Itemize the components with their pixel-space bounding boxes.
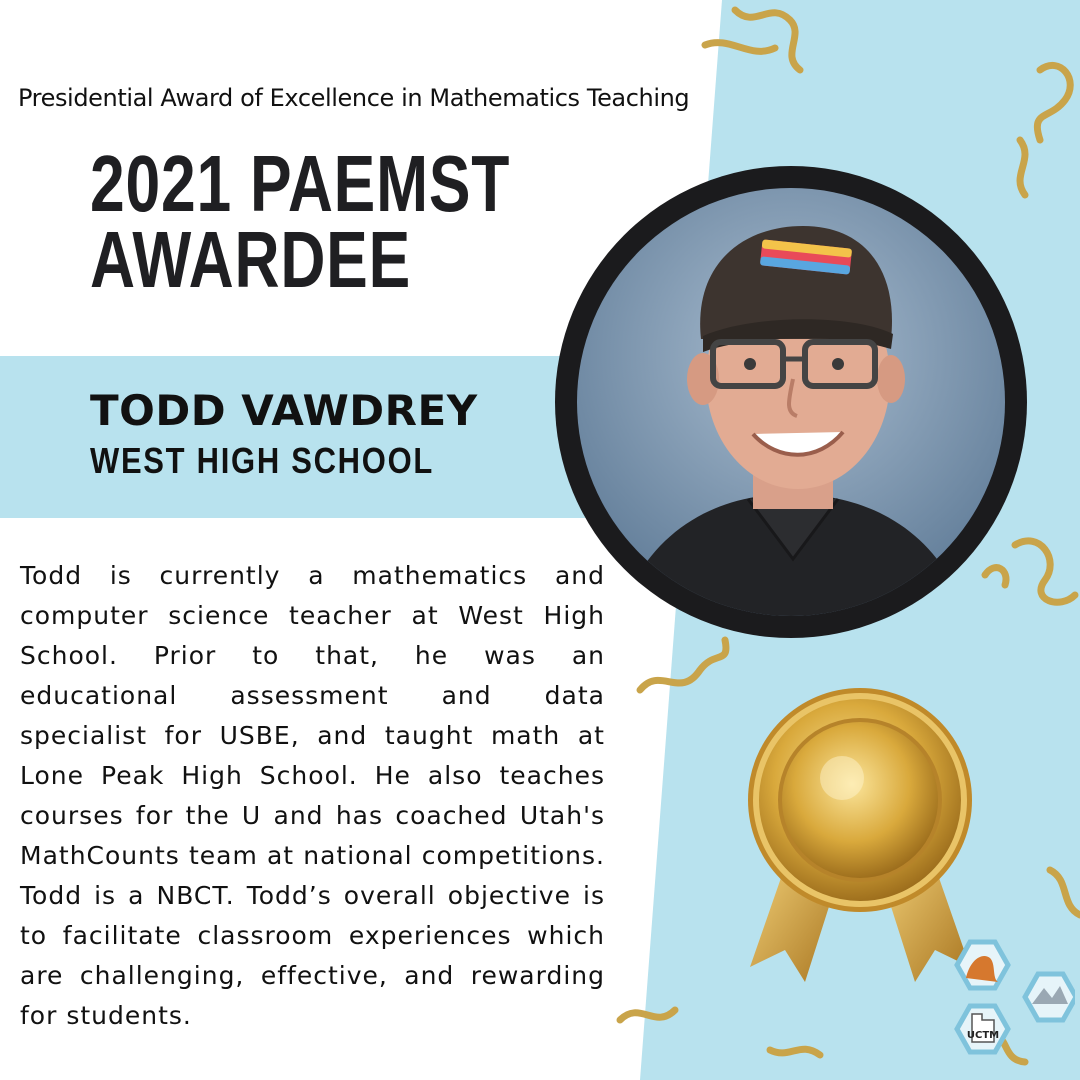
award-full-name: Presidential Award of Excellence in Mathematics Teaching [18,84,690,112]
awardee-bio: Todd is currently a mathematics and computer science teacher at West High School. Prior to that, he was an educational assessment and data specialist for USBE, and taught math at Lone Peak High School. He also teaches courses for the U and has coached Utah's MathCounts team at national competitions. Todd is a NBCT. Todd’s overall objective is to facilitate classroom experiences which are challenging, effective, and rewarding for students. [20,561,605,1030]
awardee-school: WEST HIGH SCHOOL [90,440,434,481]
headline-line-1: 2021 PAEMST [90,139,511,228]
awardee-name: TODD VAWDREY [90,386,478,435]
uctm-logo [940,938,1075,1068]
awardee-portrait [553,164,1029,640]
uctm-logo-text: UCTM [966,1030,1000,1041]
gold-medal-icon [730,682,990,982]
headline [90,139,511,304]
headline-line-2: AWARDEE [90,215,411,304]
